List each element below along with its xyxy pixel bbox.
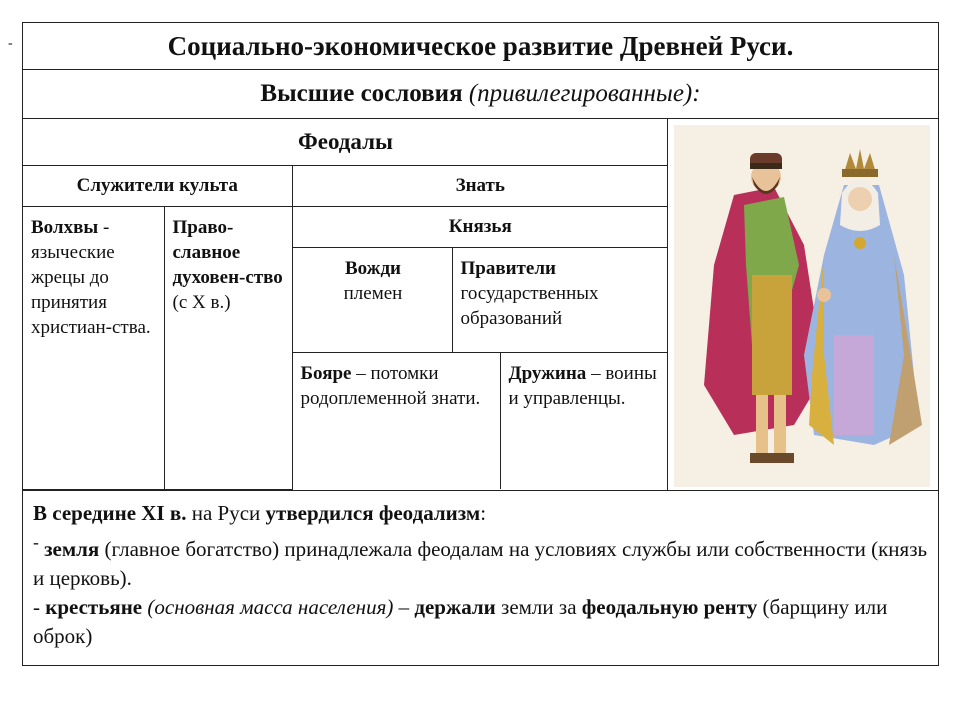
chiefs-cell (292, 248, 452, 353)
volhvy-cell (23, 207, 164, 490)
summary-dash-1: - (33, 531, 39, 552)
summary-rent: феодальную ренту (581, 594, 758, 619)
illustration-svg (674, 125, 930, 487)
rulers-label: Правители (460, 258, 556, 279)
summary-land-text: (главное богатство) принадлежала феодалам на условиях службы или собственности (князь и церковь). (33, 536, 928, 590)
prince-and-princess-illustration (674, 125, 930, 487)
feudalism-summary (23, 490, 939, 665)
feudal-table (23, 119, 668, 490)
princes-header: Князья (292, 207, 668, 248)
section-title-italic: (привилегированные): (468, 80, 701, 107)
orthodox-description: (с X в.) (172, 292, 231, 313)
boyars-description: – потомки родоплеменной знати. (300, 363, 481, 409)
volhvy-description: - языческие жрецы до принятия христиан-ства. (31, 217, 151, 338)
estates-table (22, 22, 939, 666)
druzhina-cell (500, 353, 668, 490)
summary-feudalism: утвердился феодализм (265, 500, 481, 525)
estates-structure (23, 119, 668, 491)
summary-peasants-note: (основная масса населения) (142, 594, 394, 619)
boyars-label: Бояре (300, 363, 352, 384)
section-title (23, 70, 939, 119)
summary-land-for: земли за (495, 594, 582, 619)
rulers-cell (452, 248, 668, 353)
rulers-description: государственных образований (460, 283, 599, 329)
boyars-cell (292, 353, 500, 490)
chiefs-description: племен (343, 283, 403, 304)
section-title-bold: Высшие сословия (260, 80, 463, 107)
summary-dash-text: – (393, 594, 415, 619)
summary-date: В середине XI в. (33, 500, 187, 525)
druzhina-description: – воины и управленцы. (508, 363, 657, 409)
summary-rent-types: (барщину или оброк) (33, 594, 888, 648)
volhvy-label: Волхвы (31, 217, 99, 238)
nobility-header: Знать (292, 166, 668, 207)
druzhina-label: Дружина (508, 363, 587, 384)
summary-line-1 (33, 499, 928, 528)
summary-text-1: на Руси (186, 500, 266, 525)
orthodox-label: Право-славное духовен-ство (172, 217, 283, 288)
summary-peasants: крестьяне (45, 594, 143, 619)
clergy-header: Служители культа (23, 166, 292, 207)
feudals-header: Феодалы (23, 119, 668, 166)
summary-colon: : (480, 500, 487, 525)
summary-line-3 (33, 593, 928, 651)
illustration-cell (668, 119, 939, 491)
summary-line-2 (33, 528, 928, 593)
page-title: Социально-экономическое развитие Древней Руси. (23, 23, 939, 70)
summary-held: держали (414, 594, 496, 619)
summary-dash-2: - (33, 594, 46, 619)
slide-marker: - (8, 36, 13, 51)
summary-land: земля (38, 536, 100, 561)
chiefs-label: Вожди (344, 258, 402, 279)
orthodox-cell (164, 207, 292, 490)
